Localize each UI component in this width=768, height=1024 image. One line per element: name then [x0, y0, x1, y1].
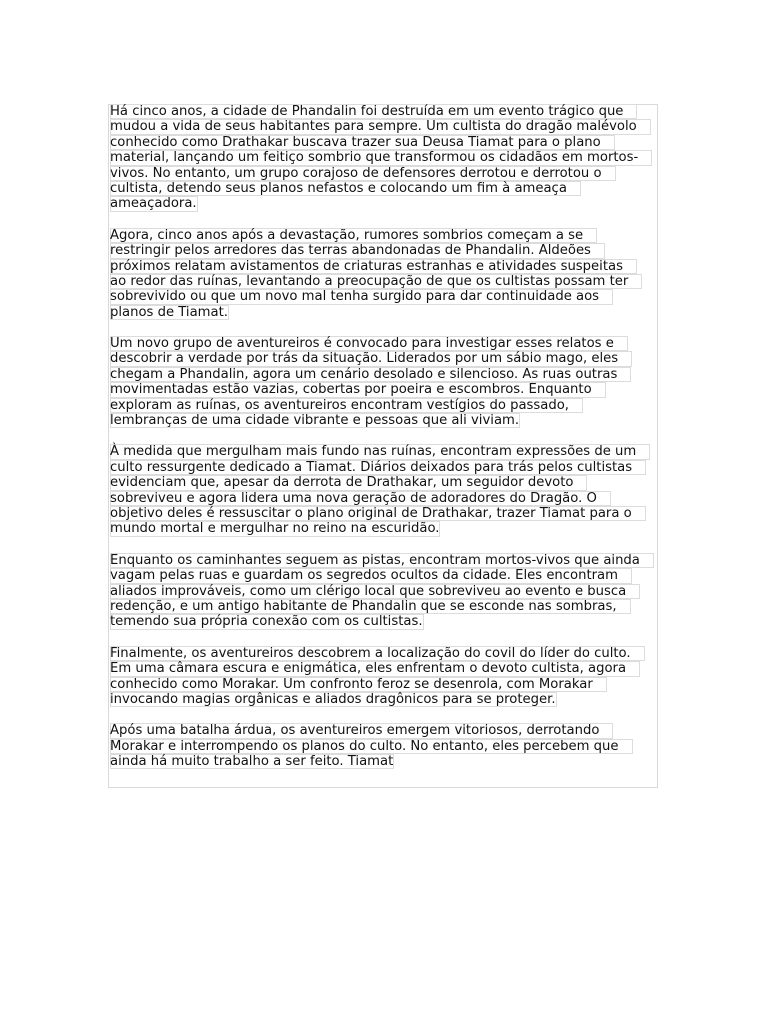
text-line: aliados improváveis, como um clérigo local que sobreviveu ao evento e busca: [110, 584, 640, 599]
text-line: redenção, e um antigo habitante de Phandalin que se esconde nas sombras,: [110, 599, 631, 614]
text-line: culto ressurgente dedicado a Tiamat. Diários deixados para trás pelos cultistas: [110, 460, 646, 475]
text-line: sobrevivido ou que um novo mal tenha surgido para dar continuidade aos: [110, 289, 613, 304]
text-line: vagam pelas ruas e guardam os segredos ocultos da cidade. Eles encontram: [110, 568, 632, 583]
text-line: Agora, cinco anos após a devastação, rumores sombrios começam a se: [110, 228, 597, 243]
text-line: Há cinco anos, a cidade de Phandalin foi destruída em um evento trágico que: [110, 104, 637, 119]
text-line: mundo mortal e mergulhar no reino na escuridão.: [110, 521, 440, 537]
text-line: lembranças de uma cidade vibrante e pessoas que ali viviam.: [110, 413, 520, 429]
text-line: evidenciam que, apesar da derrota de Drathakar, um seguidor devoto: [110, 475, 587, 490]
text-line: movimentadas estão vazias, cobertas por poeira e escombros. Enquanto: [110, 382, 606, 397]
text-line: vivos. No entanto, um grupo corajoso de defensores derrotou e derrotou o: [110, 166, 616, 181]
text-line: Morakar e interrompendo os planos do culto. No entanto, eles percebem que: [110, 739, 633, 754]
text-line: planos de Tiamat.: [110, 304, 228, 320]
text-line: À medida que mergulham mais fundo nas ruínas, encontram expressões de um: [110, 444, 650, 459]
document-body: [110, 104, 658, 785]
text-line: conhecido como Morakar. Um confronto feroz se desenrola, com Morakar: [110, 677, 607, 692]
text-line: Um novo grupo de aventureiros é convocado para investigar esses relatos e: [110, 336, 628, 351]
text-line: chegam a Phandalin, agora um cenário desolado e silencioso. As ruas outras: [110, 367, 631, 382]
text-line: material, lançando um feitiço sombrio que transformou os cidadãos em mortos-: [110, 150, 652, 165]
paragraph-3: [110, 336, 658, 428]
text-line: descobrir a verdade por trás da situação. Liderados por um sábio mago, eles: [110, 351, 632, 366]
text-line: Enquanto os caminhantes seguem as pistas, encontram mortos-vivos que ainda: [110, 553, 654, 568]
text-line: Finalmente, os aventureiros descobrem a localização do covil do líder do culto.: [110, 646, 645, 661]
text-line: objetivo deles é ressuscitar o plano original de Drathakar, trazer Tiamat para o: [110, 506, 646, 521]
text-line: próximos relatam avistamentos de criaturas estranhas e atividades suspeitas: [110, 259, 637, 274]
paragraph-1: [110, 104, 658, 212]
text-line: cultista, detendo seus planos nefastos e colocando um fim à ameaça: [110, 181, 581, 196]
text-line: Após uma batalha árdua, os aventureiros emergem vitoriosos, derrotando: [110, 723, 613, 738]
text-line: Em uma câmara escura e enigmática, eles enfrentam o devoto cultista, agora: [110, 661, 640, 676]
text-line: temendo sua própria conexão com os cultistas.: [110, 614, 423, 630]
text-line: restringir pelos arredores das terras abandonadas de Phandalin. Aldeões: [110, 243, 605, 258]
paragraph-5: [110, 553, 658, 630]
text-line: ainda há muito trabalho a ser feito. Tiamat: [110, 754, 394, 770]
text-line: conhecido como Drathakar buscava trazer sua Deusa Tiamat para o plano: [110, 135, 615, 150]
paragraph-6: [110, 646, 658, 708]
text-line: ao redor das ruínas, levantando a preocupação de que os cultistas possam ter: [110, 274, 642, 289]
paragraph-2: [110, 228, 658, 320]
text-line: exploram as ruínas, os aventureiros encontram vestígios do passado,: [110, 398, 583, 413]
text-line: invocando magias orgânicas e aliados dragônicos para se proteger.: [110, 691, 556, 707]
paragraph-4: [110, 444, 658, 536]
text-line: ameaçadora.: [110, 196, 197, 212]
text-line: mudou a vida de seus habitantes para sempre. Um cultista do dragão malévolo: [110, 119, 651, 134]
paragraph-7: [110, 723, 658, 769]
text-line: sobreviveu e agora lidera uma nova geração de adoradores do Dragão. O: [110, 491, 611, 506]
